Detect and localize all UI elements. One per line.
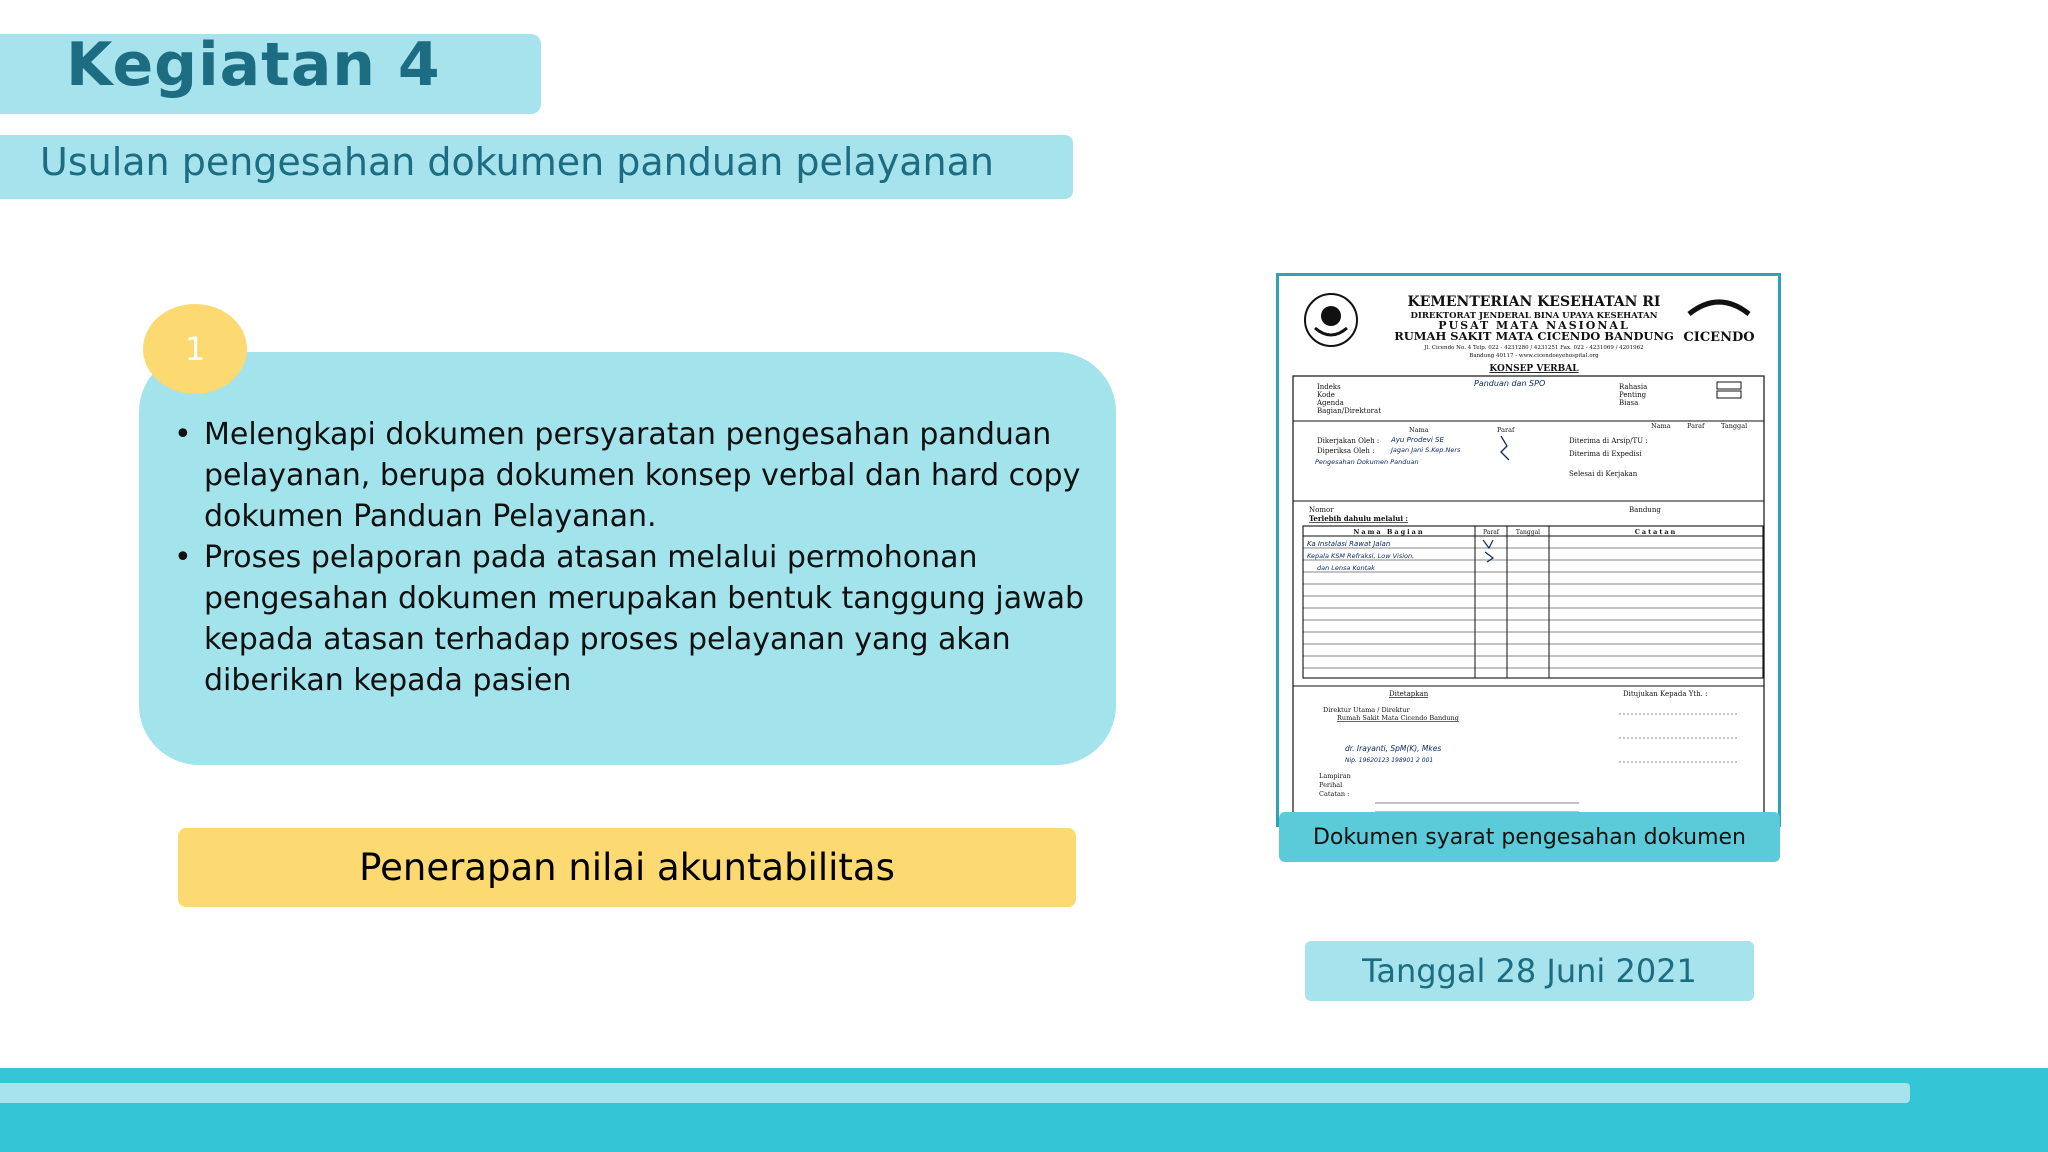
doc-handwriting: Jagan Jani S.Kep.Ners (1391, 446, 1461, 454)
doc-label: Lampiran (1319, 772, 1351, 780)
bullet-item (170, 414, 1090, 537)
date-label: Tanggal 28 Juni 2021 (1305, 941, 1754, 1001)
doc-label: Nama (1409, 426, 1429, 434)
doc-label: Diterima di Expedisi (1569, 450, 1642, 458)
bullet-dot-icon: • (174, 417, 192, 452)
doc-label: Paraf (1497, 426, 1515, 434)
doc-label: Direktur Utama / Direktur (1323, 706, 1410, 714)
doc-label: Selesai di Kerjakan (1569, 470, 1638, 478)
step-number-badge: 1 (143, 304, 247, 394)
footer-band (0, 1068, 2048, 1152)
doc-label: Ditetapkan (1389, 690, 1429, 698)
doc-handwriting: Panduan dan SPO (1474, 379, 1546, 388)
document-caption: Dokumen syarat pengesahan dokumen (1279, 812, 1780, 862)
doc-label: Paraf (1482, 529, 1500, 536)
footer-stripe (0, 1083, 1910, 1103)
cicendo-logo-icon (1689, 302, 1749, 314)
bullet-list (170, 414, 1090, 701)
doc-label: Nama Bagian (1353, 528, 1425, 536)
doc-label: Nomor (1309, 506, 1334, 514)
doc-handwriting: Nip. 19620123 198901 2 001 (1345, 757, 1434, 764)
doc-header-2: DIREKTORAT JENDERAL BINA UPAYA KESEHATAN (1410, 311, 1658, 321)
doc-label: Rahasia (1619, 383, 1648, 391)
doc-label: Dikerjakan Oleh : (1317, 437, 1380, 445)
page-subtitle: Usulan pengesahan dokumen panduan pelayanan (40, 140, 994, 184)
doc-handwriting: Kepala KSM Refraksi, Low Vision, (1307, 552, 1415, 560)
doc-label: Bagian/Direktorat (1317, 407, 1382, 415)
document-scan (1279, 276, 1778, 827)
doc-label: Terlebih dahulu melalui : (1309, 514, 1409, 523)
doc-header-6: Bandung 40117 - www.cicendoeyehospital.org (1469, 353, 1599, 359)
bullet-text: Melengkapi dokumen persyaratan pengesahan panduan pelayanan, berupa dokumen konsep verbal dan hard copy dokumen Panduan Pelayanan. (204, 417, 1081, 534)
doc-form-title: KONSEP VERBAL (1489, 364, 1579, 374)
doc-header-4: RUMAH SAKIT MATA CICENDO BANDUNG (1394, 329, 1674, 343)
doc-label: Ditujukan Kepada Yth. : (1623, 690, 1708, 698)
doc-label: Catatan : (1319, 790, 1350, 798)
doc-label: Bandung (1629, 506, 1661, 514)
bullet-dot-icon: • (174, 540, 192, 575)
page-title: Kegiatan 4 (66, 30, 441, 100)
doc-label: Penting (1619, 391, 1647, 399)
doc-handwriting: dan Lensa Kontak (1317, 564, 1375, 572)
doc-logo-text: CICENDO (1683, 330, 1755, 345)
doc-handwriting: Pengesahan Dokumen Panduan (1315, 458, 1419, 466)
doc-label: Tanggal (1721, 422, 1748, 430)
doc-label: Indeks (1317, 383, 1341, 391)
doc-label: Paraf (1687, 422, 1705, 430)
doc-label: Catatan (1634, 528, 1678, 536)
doc-label: Perihal (1319, 781, 1343, 789)
doc-label: Biasa (1619, 399, 1639, 407)
value-label: Penerapan nilai akuntabilitas (178, 828, 1076, 907)
doc-handwriting: dr. Irayanti, SpM(K), Mkes (1345, 744, 1442, 753)
doc-label: Agenda (1317, 399, 1344, 407)
doc-header-1: KEMENTERIAN KESEHATAN RI (1407, 294, 1661, 310)
doc-label: Rumah Sakit Mata Cicendo Bandung (1337, 714, 1459, 722)
doc-header-3: PUSAT MATA NASIONAL (1438, 319, 1630, 332)
doc-label: Tanggal (1515, 529, 1541, 536)
doc-label: Diperiksa Oleh : (1317, 447, 1375, 455)
doc-label: Diterima di Arsip/TU : (1569, 437, 1648, 445)
doc-label: Kode (1317, 391, 1335, 399)
doc-label: Nama (1651, 422, 1671, 430)
doc-handwriting: Ayu Prodevi SE (1391, 436, 1444, 444)
document-image (1276, 273, 1781, 827)
bullet-item (170, 537, 1090, 701)
bullet-text: Proses pelaporan pada atasan melalui permohonan pengesahan dokumen merupakan bentuk tanggung jawab kepada atasan terhadap proses pelayanan yang akan diberikan kepada pasien (204, 540, 1085, 698)
doc-handwriting: Ka Instalasi Rawat Jalan (1307, 540, 1391, 548)
doc-header-5: Jl. Cicendo No. 4 Telp. 022 - 4231280 / 4231251 Fax. 022 - 4231069 / 4201962 (1424, 345, 1644, 351)
